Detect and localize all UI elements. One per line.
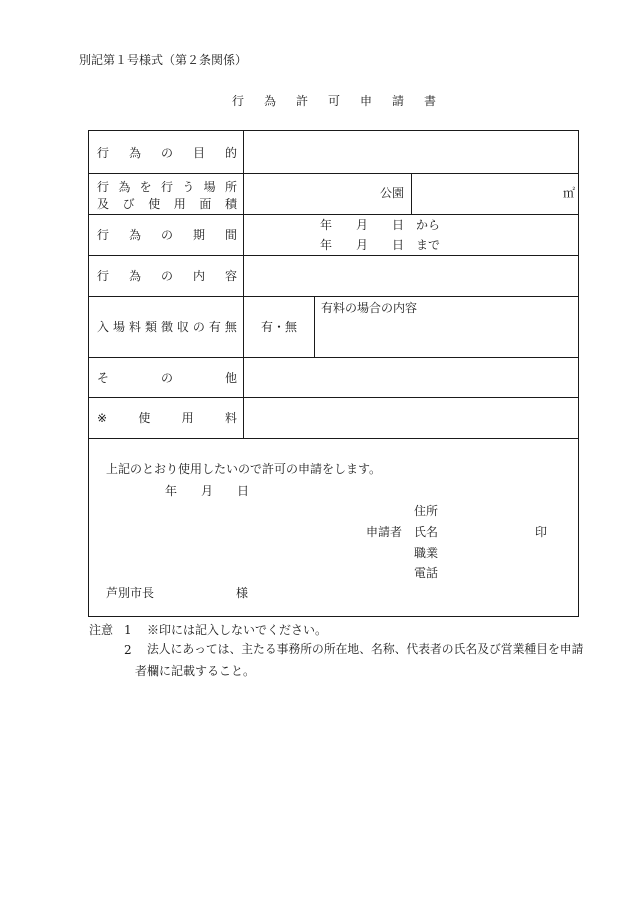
content-field[interactable] bbox=[244, 256, 578, 296]
period-to: 年 月 日 まで bbox=[320, 238, 441, 252]
purpose-field[interactable] bbox=[244, 131, 578, 173]
seal-mark: 印 bbox=[535, 525, 548, 539]
honorific: 様 bbox=[236, 586, 249, 600]
content-label: 行 為 の 内 容 bbox=[97, 269, 237, 283]
place-label: 行 為 を 行 う 場 所 bbox=[97, 180, 237, 194]
application-form-table bbox=[88, 130, 579, 617]
area-label: 及 び 使 用 面 積 bbox=[97, 197, 237, 211]
other-label: そ の 他 bbox=[97, 371, 237, 385]
address-label: 住所 bbox=[414, 504, 439, 518]
application-date: 年 月 日 bbox=[165, 484, 250, 498]
name-label: 氏名 bbox=[414, 525, 439, 539]
phone-label: 電話 bbox=[414, 566, 439, 580]
applicant-label: 申請者 bbox=[366, 525, 403, 539]
note-2-text-line2: 者欄に記載すること。 bbox=[135, 664, 256, 678]
period-from: 年 月 日 から bbox=[320, 218, 441, 232]
notes-heading: 注意 bbox=[89, 623, 114, 637]
addressee: 芦別市長 bbox=[106, 586, 155, 600]
usage-fee-field bbox=[244, 398, 578, 438]
form-title: 行 為 許 可 申 請 書 bbox=[232, 94, 441, 108]
row-divider bbox=[89, 438, 578, 439]
row-divider bbox=[89, 214, 578, 215]
form-reference: 別記第１号様式（第２条関係） bbox=[79, 53, 248, 67]
yes-no-choice[interactable]: 有・無 bbox=[261, 320, 298, 334]
park-suffix: 公園 bbox=[380, 186, 405, 200]
paid-content-label: 有料の場合の内容 bbox=[321, 301, 418, 315]
note-2-number: 2 bbox=[124, 643, 132, 657]
row-divider bbox=[89, 296, 578, 297]
note-1-text: ※印には記入しないでください。 bbox=[147, 623, 328, 637]
purpose-label: 行 為 の 目 的 bbox=[97, 146, 237, 160]
area-unit: ㎡ bbox=[563, 186, 576, 200]
period-label: 行 為 の 期 間 bbox=[97, 228, 237, 242]
other-field[interactable] bbox=[244, 358, 578, 397]
area-divider bbox=[411, 173, 412, 214]
occupation-label: 職業 bbox=[414, 546, 439, 560]
note-2-text-line1: 法人にあっては、主たる事務所の所在地、名称、代表者の氏名及び営業種目を申請 bbox=[147, 642, 584, 656]
note-1-number: 1 bbox=[124, 623, 132, 637]
fee-divider bbox=[314, 296, 315, 357]
application-statement: 上記のとおり使用したいので許可の申請をします。 bbox=[106, 462, 382, 476]
row-divider bbox=[89, 173, 578, 174]
usage-fee-label: ※ 使 用 料 bbox=[97, 411, 237, 425]
fee-collection-label: 入 場 料 類 徴 収 の 有 無 bbox=[97, 320, 237, 334]
